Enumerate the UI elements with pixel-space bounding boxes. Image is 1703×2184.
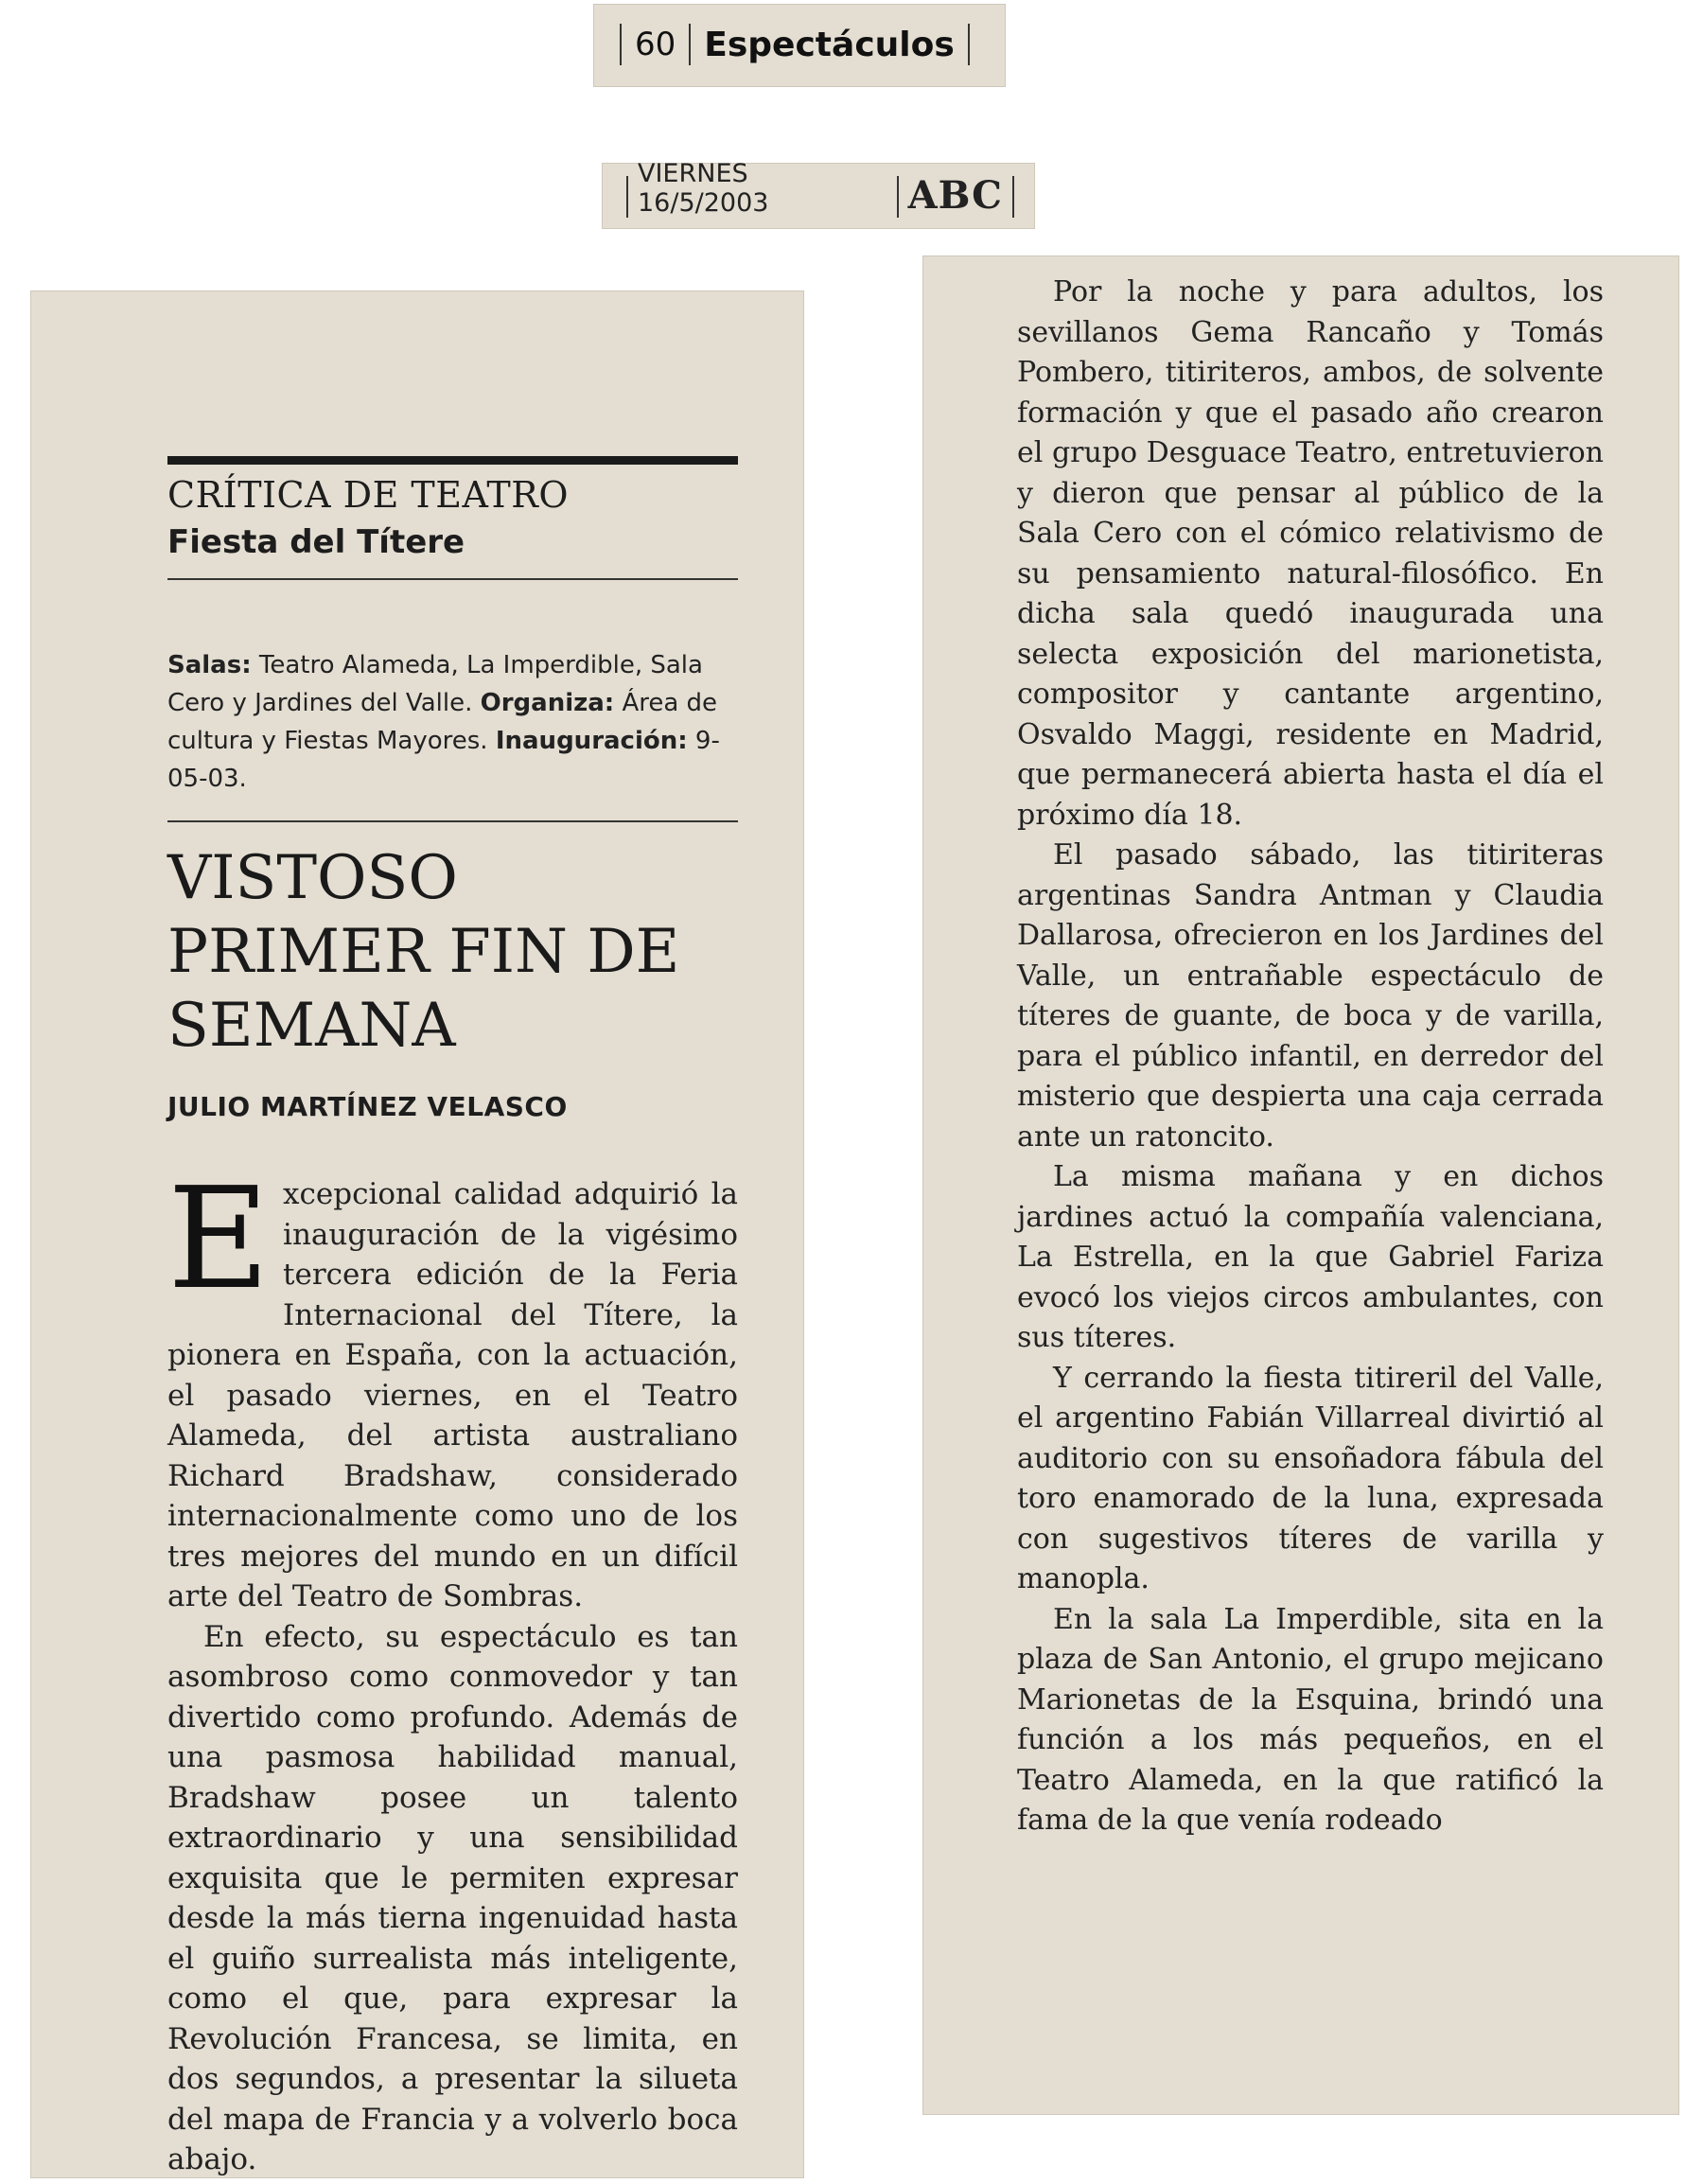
divider <box>689 24 691 65</box>
article-headline: VISTOSO PRIMER FIN DE SEMANA <box>167 843 680 1061</box>
date-masthead-line <box>626 159 1014 218</box>
divider <box>968 24 970 65</box>
issue-date: VIERNES 16/5/2003 <box>638 159 769 218</box>
event-info <box>167 646 738 798</box>
page-number: 60 <box>635 26 676 63</box>
review-kicker: CRÍTICA DE TEATRO <box>167 474 569 516</box>
date-masthead-strip <box>602 159 1035 229</box>
top-rule <box>167 456 738 465</box>
separator-rule <box>167 578 738 580</box>
paragraph: La misma mañana y en dichos jardines actuó la compañía valenciana, La Estrella, en la que Gabriel Fariza evocó los viejos circos ambulantes, con sus títeres. <box>1017 1160 1604 1354</box>
article-clipping-left <box>30 291 804 2178</box>
article-body-left <box>167 1157 738 2180</box>
salas-label: Salas: <box>167 651 252 679</box>
review-subtitle: Fiesta del Títere <box>167 523 465 561</box>
separator-rule <box>167 820 738 822</box>
drop-cap: E <box>167 1157 271 1320</box>
divider <box>1012 176 1014 218</box>
divider <box>620 24 622 65</box>
article-body-right <box>1017 273 1604 1841</box>
paragraph <box>167 1157 738 1617</box>
organiza-value: Área de cultura y Fiestas Mayores. <box>167 689 718 755</box>
article-clipping-right <box>922 255 1679 2115</box>
paragraph-text: xcepcional calidad adquirió la inauguración de la vigésimo tercera edición de la Feria Internacional del Títere, la pionera en España, con la actuación, el pasado viernes, en el Teatro Alameda, del artista australiano Richard Bradshaw, considerado internacionalmente como uno de los tres mejores del mundo en un difícil arte del Teatro de Sombras. <box>167 1177 738 1613</box>
section-name: Espectáculos <box>704 25 955 64</box>
article-byline: JULIO MARTÍNEZ VELASCO <box>167 1091 568 1122</box>
paragraph: En efecto, su espectáculo es tan asombroso como conmovedor y tan divertido como profundo. Además de una pasmosa habilidad manual, Bradshaw posee un talento extraordinario y una sensibilidad exquisita que le permiten expresar desde la más tierna ingenuidad hasta el guiño surrealista más inteligente, como el que, para expresar la Revolución Francesa, se limita, en dos segundos, a presentar la silueta del mapa de Francia y a volverlo boca abajo. <box>167 1619 738 2176</box>
paragraph: En la sala La Imperdible, sita en la plaza de San Antonio, el grupo mejicano Marionetas de la Esquina, brindó una función a los más pequeños, en el Teatro Alameda, en la que ratificó la fama de la que venía rodeado <box>1017 1602 1604 1837</box>
inauguracion-value: 9-05-03. <box>167 727 720 793</box>
paragraph: El pasado sábado, las titiriteras argentinas Sandra Antman y Claudia Dallarosa, ofrecieron en los Jardines del Valle, un entrañable espectáculo de títeres de guante, de boca y de varilla, para el público infantil, en derredor del misterio que despierta una caja cerrada ante un ratoncito. <box>1017 838 1604 1154</box>
divider <box>897 176 899 218</box>
organiza-label: Organiza: <box>480 689 615 717</box>
salas-value: Teatro Alameda, La Imperdible, Sala Cero y Jardines del Valle. <box>167 651 703 717</box>
paragraph: Por la noche y para adultos, los sevillanos Gema Rancaño y Tomás Pombero, titiriteros, ambos, de solvente formación y que el pasado año crearon el grupo Desguace Teatro, entretuvieron y dieron que pensar al público de la Sala Cero con el cómico relativismo de su pensamiento natural-filosófico. En dicha sala quedó inaugurada una selecta exposición del marionetista, compositor y cantante argentino, Osvaldo Maggi, residente en Madrid, que permanecerá abierta hasta el día el próximo día 18. <box>1017 275 1604 832</box>
divider <box>626 176 628 218</box>
inauguracion-label: Inauguración: <box>495 727 688 755</box>
page-section-line <box>620 21 979 68</box>
newspaper-masthead: ABC <box>907 173 1003 218</box>
paragraph: Y cerrando la fiesta titireril del Valle, el argentino Fabián Villarreal divirtió al auditorio con su ensoñadora fábula del toro enamorado de la luna, expresada con sugestivos títeres de varilla y manopla. <box>1017 1361 1604 1595</box>
page-section-strip <box>593 4 1006 87</box>
